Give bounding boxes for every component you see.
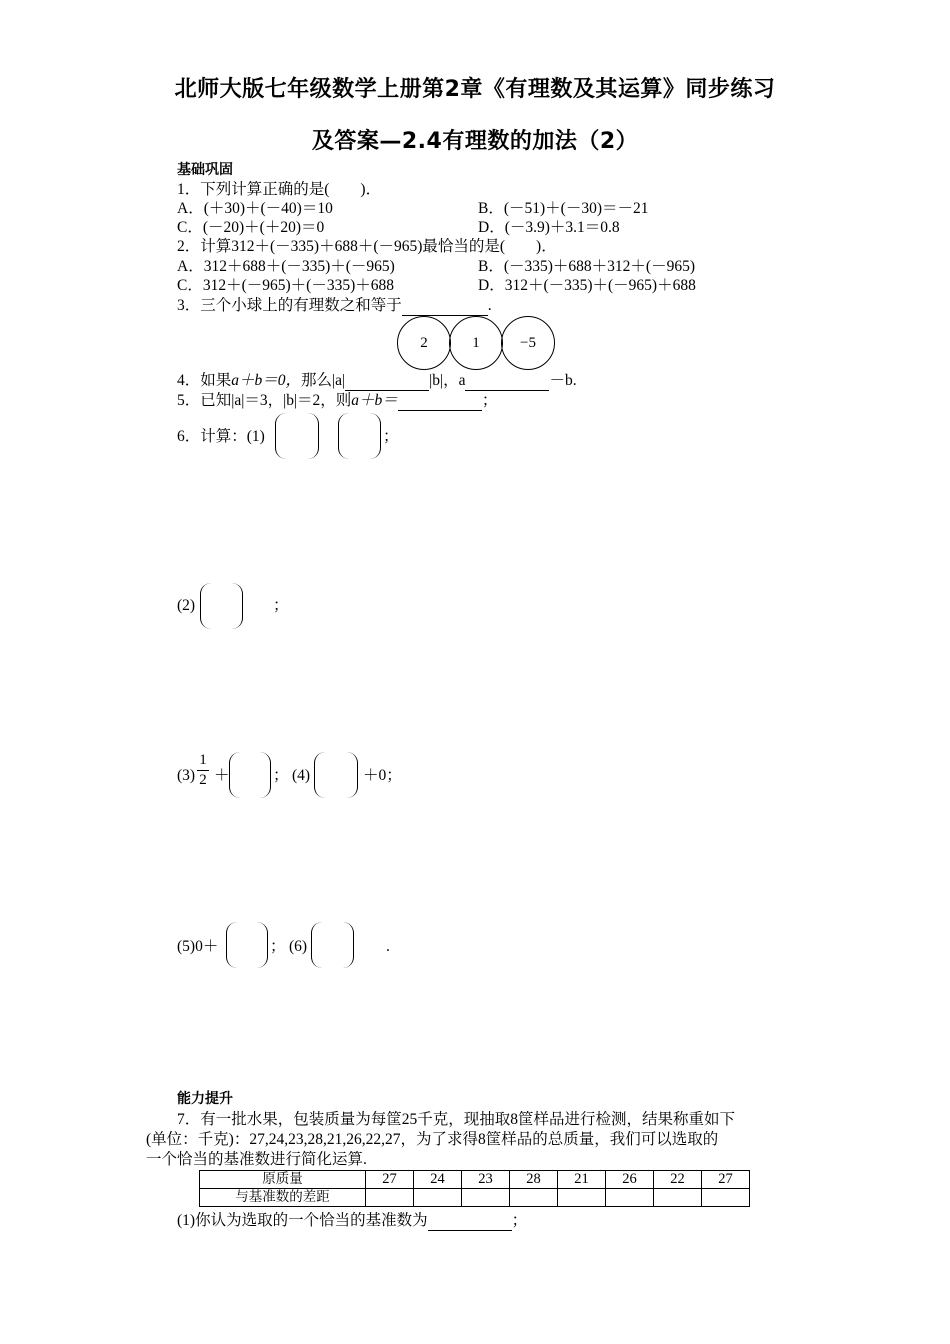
q5-end: ；: [481, 392, 498, 409]
left-paren-icon: [338, 413, 349, 459]
section-heading-basic: 基础巩固: [177, 162, 233, 178]
fraction-bar: [197, 770, 209, 771]
q6-3-plus: ＋: [214, 767, 230, 784]
left-paren-icon: [314, 752, 325, 798]
table-cell: 27: [366, 1171, 414, 1189]
q3-end: .: [487, 297, 492, 314]
q3-answer-blank[interactable]: [402, 297, 488, 316]
fraction-numerator: 1: [199, 752, 207, 768]
table-cell: 21: [558, 1171, 606, 1189]
q5-text-1: 5．已知|a|＝3，|b|＝2，则: [177, 392, 352, 409]
table-cell-blank[interactable]: [510, 1189, 558, 1207]
q6-2-label: (2): [177, 597, 196, 614]
q6-4-plus-zero: ＋0；: [363, 767, 402, 784]
q3-stem: [177, 297, 492, 316]
q4-text-1: 4．如果: [177, 372, 232, 389]
q7-sub1-end: ；: [511, 1212, 528, 1229]
fraction-one-half: [197, 752, 209, 789]
ball-2: 1: [449, 316, 503, 370]
table-cell: 23: [462, 1171, 510, 1189]
q2-option-a: A．312＋688＋(－335)＋(－965): [177, 258, 395, 275]
q6-label: 6．计算：(1): [177, 428, 265, 445]
q6-2-semicolon: ；: [273, 597, 289, 614]
q7-sub1: [177, 1212, 527, 1231]
ball-1: 2: [397, 316, 451, 370]
q6-3-label: (3): [177, 767, 196, 784]
row-label-difference: 与基准数的差距: [200, 1189, 366, 1207]
left-paren-icon: [275, 413, 286, 459]
q7-line-3: 一个恰当的基准数进行简化运算.: [146, 1151, 367, 1168]
row-label-original: 原质量: [200, 1171, 366, 1189]
table-row: [200, 1171, 750, 1189]
right-paren-icon: [347, 752, 358, 798]
q4-blank-2[interactable]: [465, 372, 549, 391]
q2-option-c: C．312＋(－965)＋(－335)＋688: [177, 277, 394, 294]
q6-3-semicolon: ；: [273, 767, 289, 784]
right-paren-icon: [370, 413, 381, 459]
q6-5-label: (5)0＋: [177, 938, 219, 955]
q4-blank-1[interactable]: [345, 372, 429, 391]
section-heading-advanced: 能力提升: [177, 1091, 233, 1107]
q1-option-d: D．(－3.9)＋3.1＝0.8: [478, 219, 620, 236]
table-cell: 24: [414, 1171, 462, 1189]
q7-sub1-blank[interactable]: [428, 1212, 512, 1231]
table-cell: 22: [654, 1171, 702, 1189]
q1-option-b: B．(－51)＋(－30)＝－21: [478, 200, 649, 217]
table-cell-blank[interactable]: [462, 1189, 510, 1207]
q4-text-2: 那么|a|: [301, 372, 346, 389]
q4-text-3: |b|，a: [429, 372, 466, 389]
right-paren-icon: [260, 752, 271, 798]
left-paren-icon: [226, 922, 237, 968]
table-cell-blank[interactable]: [606, 1189, 654, 1207]
q6-6-label: (6): [289, 938, 308, 955]
q6-5-semicolon: ；: [270, 938, 286, 955]
q7-line-2: (单位：千克)：27,24,23,28,21,26,22,27，为了求得8筐样品的总质量，我们可以选取的: [146, 1131, 719, 1148]
left-paren-icon: [311, 922, 322, 968]
table-cell-blank[interactable]: [702, 1189, 750, 1207]
right-paren-icon: [232, 583, 243, 629]
fraction-denominator: 2: [199, 772, 207, 788]
left-paren-icon: [200, 583, 211, 629]
q5-blank[interactable]: [398, 392, 482, 411]
q2-stem: 2．计算312＋(－335)＋688＋(－965)最恰当的是( )．: [177, 238, 557, 255]
q1-option-a: A．(＋30)＋(－40)＝10: [177, 200, 333, 217]
table-cell-blank[interactable]: [654, 1189, 702, 1207]
q6-1-semicolon: ；: [383, 428, 399, 445]
right-paren-icon: [343, 922, 354, 968]
table-cell-blank[interactable]: [414, 1189, 462, 1207]
table-row: [200, 1189, 750, 1207]
q6-6-end: .: [386, 938, 390, 955]
table-cell-blank[interactable]: [558, 1189, 606, 1207]
q1-option-c: C．(－20)＋(＋20)＝0: [177, 219, 325, 236]
q5-line: [177, 392, 497, 411]
table-cell: 28: [510, 1171, 558, 1189]
q3-stem-text: 3．三个小球上的有理数之和等于: [177, 297, 402, 314]
ball-3: −5: [501, 316, 555, 370]
q5-expr: a＋b＝: [351, 392, 398, 409]
table-cell: 27: [702, 1171, 750, 1189]
q4-expr: a＋b＝0，: [231, 372, 302, 389]
left-paren-icon: [229, 752, 240, 798]
right-paren-icon: [308, 413, 319, 459]
q6-4-label: (4): [292, 767, 311, 784]
q4-text-4: －b.: [549, 372, 577, 389]
table-cell-blank[interactable]: [366, 1189, 414, 1207]
q4-line: [177, 372, 577, 391]
title-line-2: 及答案—2.4有理数的加法（2）: [311, 129, 639, 154]
q1-stem: 1．下列计算正确的是( )．: [177, 181, 382, 198]
weights-table: [199, 1170, 750, 1207]
table-cell: 26: [606, 1171, 654, 1189]
q2-option-b: B．(－335)＋688＋312＋(－965): [478, 258, 695, 275]
q7-sub1-text: (1)你认为选取的一个恰当的基准数为: [177, 1212, 428, 1229]
q2-option-d: D．312＋(－335)＋(－965)＋688: [478, 277, 696, 294]
title-line-1: 北师大版七年级数学上册第2章《有理数及其运算》同步练习: [174, 77, 776, 102]
right-paren-icon: [257, 922, 268, 968]
q7-line-1: 7．有一批水果，包装质量为每筐25千克，现抽取8筐样品进行检测，结果称重如下: [177, 1111, 736, 1128]
